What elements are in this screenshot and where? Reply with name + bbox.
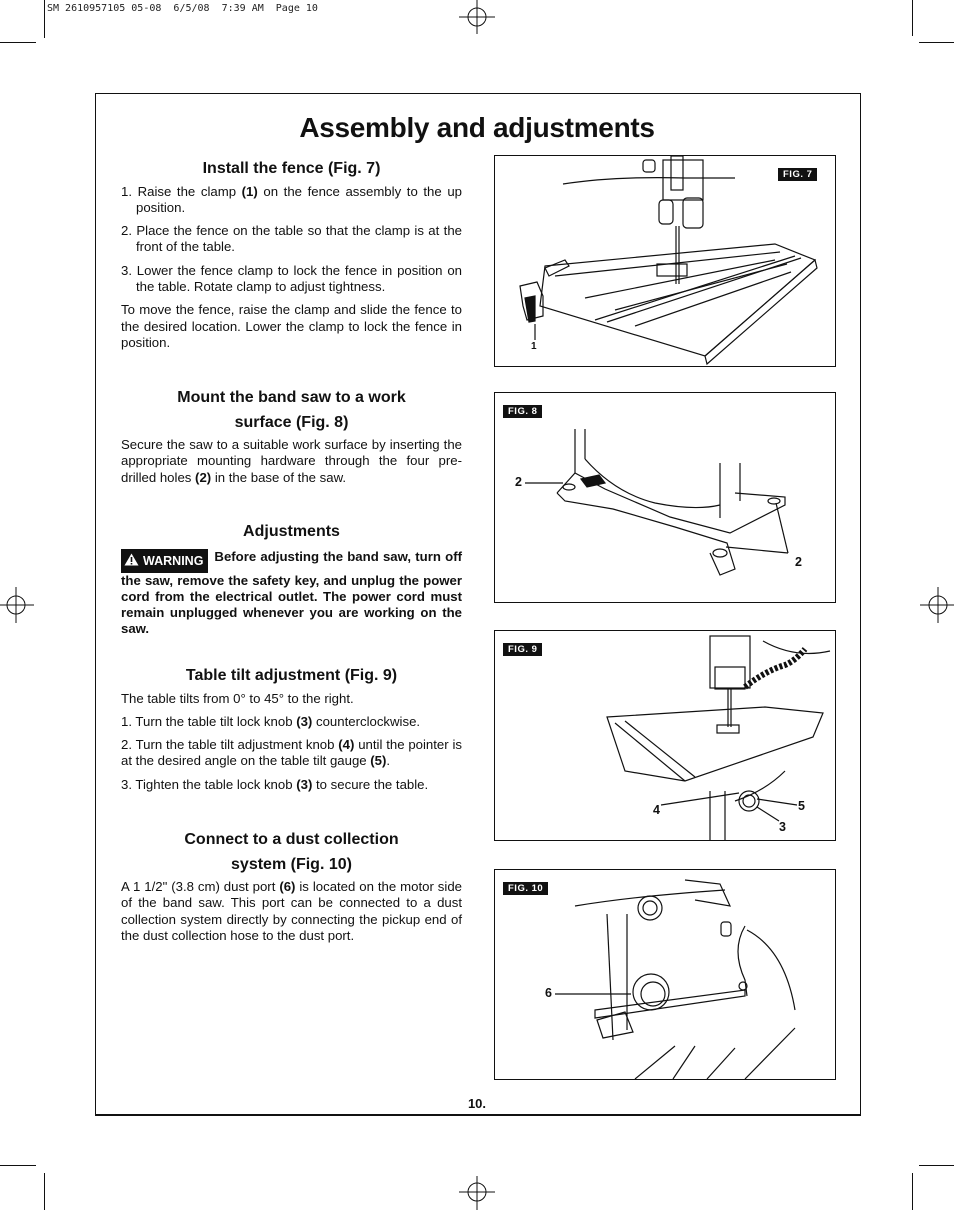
step-text: 2. Turn the table tilt adjustment knob: [121, 737, 339, 753]
crop-mark: [919, 42, 954, 43]
crop-mark: [912, 1173, 913, 1210]
step-text: 3. Lower the fence clamp to lock the fence in position on the table. Rotate clamp to adjust tightness.: [121, 262, 462, 294]
registration-mark-icon: [459, 0, 495, 36]
callout-ref: (3): [296, 713, 313, 729]
figure-7: [494, 155, 836, 367]
paragraph-text: in the base of the saw.: [211, 469, 347, 485]
crop-mark: [44, 1173, 45, 1210]
callout-label: 4: [653, 803, 660, 817]
paragraph: To move the fence, raise the clamp and slide the fence to the desired location. Lower the clamp to lock the fence in position.: [121, 302, 462, 350]
page-number: 10.: [467, 1096, 487, 1111]
crop-mark: [919, 1165, 954, 1166]
saw-base-illustration: [495, 393, 835, 602]
figure-10: [494, 869, 836, 1080]
figure-tag: FIG. 7: [778, 168, 817, 181]
crop-mark: [0, 42, 36, 43]
callout-ref: (1): [241, 183, 258, 199]
crop-mark: [44, 0, 45, 38]
callout-label: 1: [531, 341, 537, 352]
callout-ref: (3): [296, 776, 313, 792]
step-text: counterclockwise.: [312, 713, 421, 729]
table-tilt-illustration: [495, 631, 835, 840]
paragraph: [121, 437, 462, 486]
figure-tag: FIG. 10: [503, 882, 548, 895]
paragraph-text: is located on the motor side of the band saw. This port can be connected to a dust collection system directly by connecting the pickup end of the dust collection hose to the dust port.: [121, 879, 462, 943]
step-text: 2. Place the fence on the table so that the clamp is at the front of the table.: [121, 223, 462, 255]
callout-ref: (4): [338, 737, 355, 753]
step-text: until the pointer is at the desired angle on the table tilt gauge: [121, 737, 462, 769]
printer-slug: SM 2610957105 05-08 6/5/08 7:39 AM Page 10: [47, 3, 318, 14]
list-item: [121, 223, 462, 256]
callout-label: 3: [779, 820, 786, 834]
callout-ref: (5): [370, 753, 387, 769]
registration-mark-icon: [0, 587, 36, 623]
figure-9: [494, 630, 836, 841]
crop-mark: [0, 1165, 36, 1166]
callout-label: 5: [798, 799, 805, 813]
list-item: [121, 714, 462, 730]
list-item: [121, 737, 462, 770]
callout-label: 2: [795, 555, 802, 569]
list-item: [121, 263, 462, 296]
figure-8: [494, 392, 836, 603]
section-dust-collection: [121, 828, 462, 944]
warning-badge: [121, 549, 208, 573]
step-text: 3. Tighten the table lock knob: [121, 776, 297, 792]
warning-triangle-icon: [124, 553, 139, 566]
paragraph: The table tilts from 0° to 45° to the right.: [121, 690, 354, 706]
section-heading-line2: system (Fig. 10): [231, 855, 352, 873]
step-text: to secure the table.: [312, 776, 429, 792]
registration-mark-icon: [459, 1174, 495, 1210]
section-heading: Table tilt adjustment (Fig. 9): [185, 667, 398, 684]
warning-label: WARNING: [143, 553, 204, 568]
step-text: .: [386, 753, 391, 769]
section-mount: [121, 386, 462, 486]
dust-port-illustration: [495, 870, 835, 1079]
section-heading: Install the fence (Fig. 7): [202, 160, 381, 177]
warning-paragraph: [121, 549, 462, 638]
list-item: [121, 777, 462, 793]
callout-ref: (6): [279, 879, 296, 894]
callout-ref: (2): [195, 469, 212, 485]
figure-tag: FIG. 9: [503, 643, 542, 656]
step-text: 1. Raise the clamp: [121, 183, 242, 199]
section-table-tilt: [121, 664, 462, 793]
section-adjustments: [121, 520, 462, 638]
paragraph-text: A 1 1/2" (3.8 cm) dust port: [121, 879, 280, 894]
crop-mark: [912, 0, 913, 36]
section-heading-line2: surface (Fig. 8): [234, 413, 349, 431]
list-item: [121, 184, 462, 217]
paragraph: [121, 879, 462, 944]
page-title: Assembly and adjustments: [299, 112, 655, 143]
warning-text: Before adjusting the band saw, turn off the saw, remove the safety key, and unplug the power cord from the electrical outlet. The power cord must remain unplugged whenever you are working on the saw.: [121, 548, 462, 637]
fence-illustration: [495, 156, 835, 366]
section-heading-line1: Mount the band saw to a work: [177, 389, 406, 406]
registration-mark-icon: [918, 587, 954, 623]
section-heading-line1: Connect to a dust collection: [184, 831, 399, 848]
section-heading: Adjustments: [243, 523, 340, 540]
step-text: on the fence assembly to the up position.: [136, 183, 462, 215]
figure-tag: FIG. 8: [503, 405, 542, 418]
section-install-fence: [121, 157, 462, 351]
callout-label: 2: [515, 475, 522, 489]
step-text: 1. Turn the table tilt lock knob: [121, 713, 297, 729]
paragraph-text: Secure the saw to a suitable work surface by inserting the appropriate mounting hardware through the four pre-drilled holes: [121, 437, 462, 485]
callout-label: 6: [545, 986, 552, 1000]
